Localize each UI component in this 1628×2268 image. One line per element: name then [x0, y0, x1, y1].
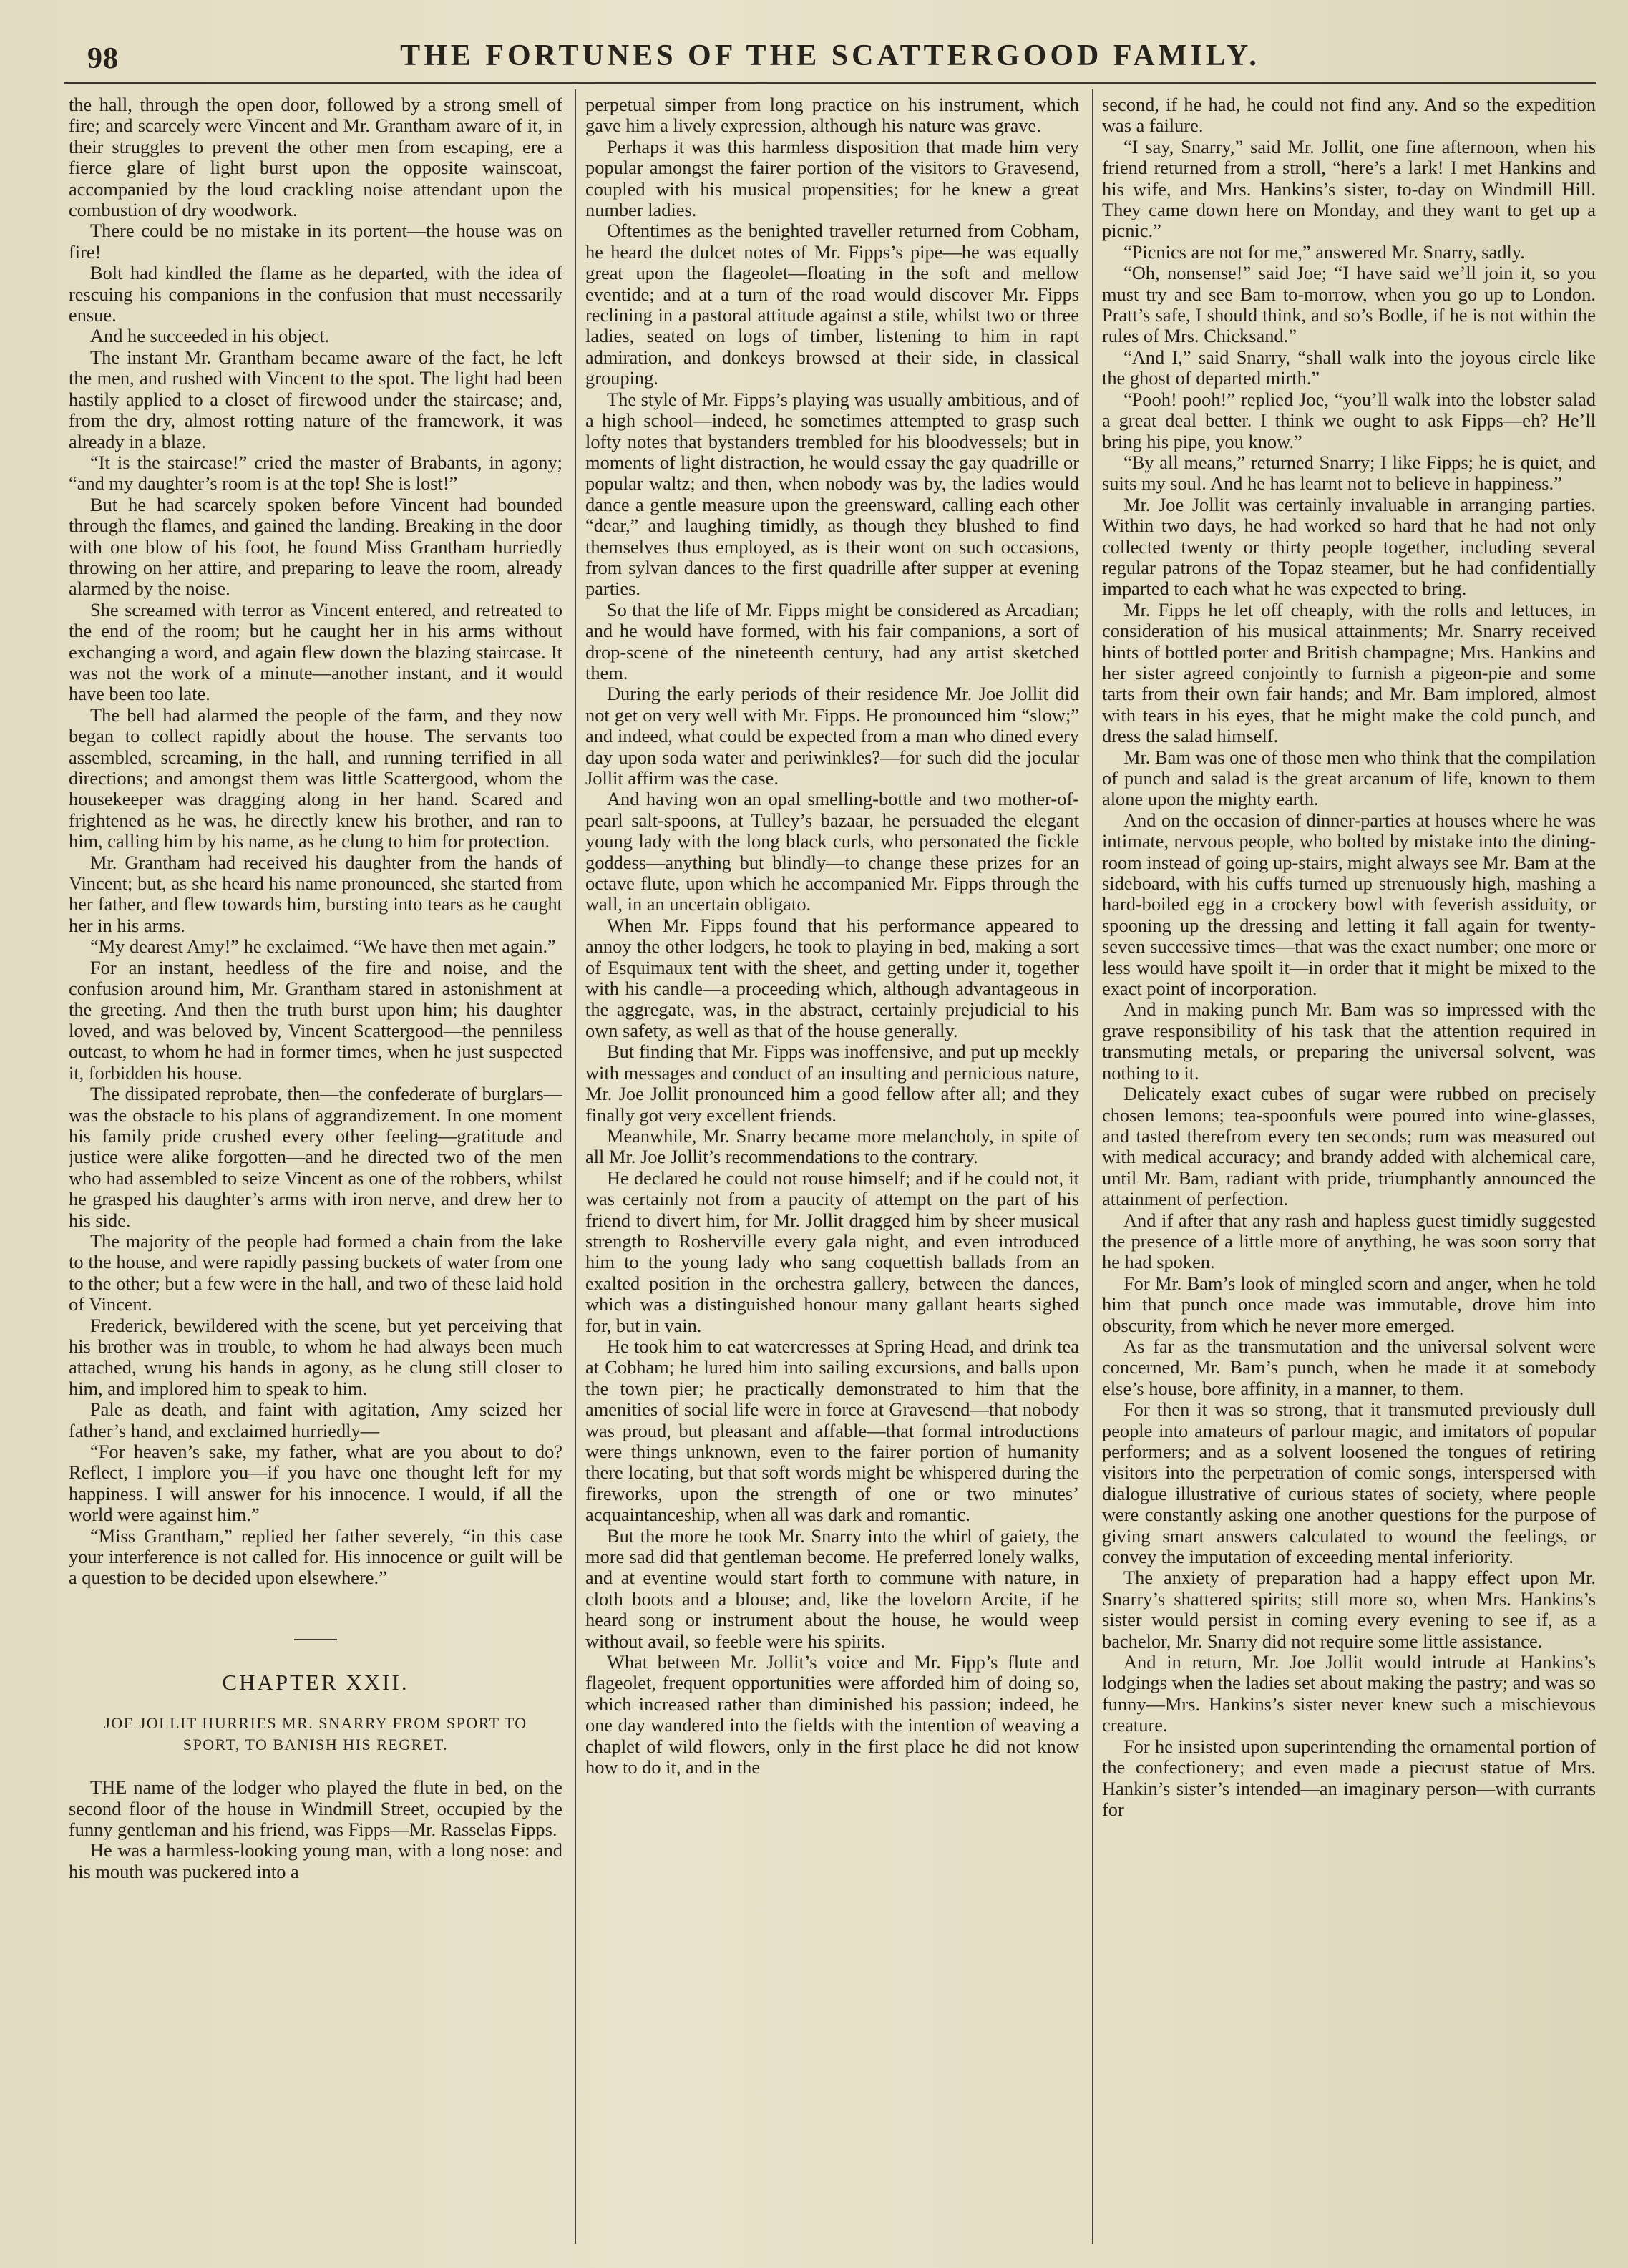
paragraph: “Picnics are not for me,” answered Mr. Snarry, sadly. [1123, 240, 1525, 263]
paragraph: As far as the transmutation and the universal solvent were concerned, Mr. Bam’s punch, when he made it at somebody else’s house, bore affinity, in a manner, to them. [1102, 1335, 1596, 1399]
chapter-heading: CHAPTER XXII. [222, 1669, 409, 1695]
paragraph: So that the life of Mr. Fipps might be considered as Arcadian; and he would have formed, with his fair companions, a sort of drop-scene of the nineteenth century, had any artist sketched them. [585, 598, 1079, 683]
paragraph: “By all means,” returned Snarry; I like Fipps; he is quiet, and suits my soul. And he has learnt not to believe in happiness.” [1102, 451, 1596, 495]
paragraph: The dissipated reprobate, then—the confederate of burglars—was the obstacle to his plans of aggrandizement. In one moment his family pride crushed every other feeling—gratitude and justice were alike forgotten—and he directed two of the men who had assembled to seize Vincent as one of the robbers, whilst he grasped his daughter’s arms with iron nerve, and drew her to his side. [69, 1083, 562, 1231]
paragraph: “My dearest Amy!” he exclaimed. “We have then met again.” [90, 935, 556, 958]
paragraph: During the early periods of their residence Mr. Joe Jollit did not get on very well with Mr. Fipps. He pronounced him “slow;” and indeed, what could be expected from a man who dined every day upon soda water and periwinkles?—for such did the jocular Jollit affirm was the case. [585, 683, 1079, 789]
paragraph: Mr. Fipps he let off cheaply, with the rolls and lettuces, in consideration of his musical attainments; Mr. Snarry received hints of bottled porter and British champagne; Mrs. Hankins and her sister agreed conjointly to furnish a pigeon-pie and some tarts from their own fair hands; and Mr. Bam implored, almost with tears in his eyes, that he might make the cold punch, and dress the salad himself. [1102, 598, 1596, 747]
column-divider [575, 89, 576, 2244]
paragraph: Mr. Grantham had received his daughter from the hands of Vincent; but, as she heard his name pronounced, she started from her father, and flew towards him, bursting into tears as he caught her in his arms. [69, 851, 562, 936]
paragraph: And on the occasion of dinner-parties at houses where he was intimate, nervous people, who bolted by mistake into the dining-room instead of going up-stairs, might always see Mr. Bam at the sideboard, with his cuffs turned up strenuously high, mashing a hard-boiled egg in a crockery bowl with feverish assiduity, or spooning up the dressing and letting it fall again for twenty-seven successive times—that was the exact number; one more or less would have spoilt it—in order that it might be mixed to the exact point of incorporation. [1102, 809, 1596, 1000]
paragraph: “I say, Snarry,” said Mr. Jollit, one fine afternoon, when his friend returned from a stroll, “here’s a lark! I met Hankins and his wife, and Mrs. Hankins’s sister, to-day on Windmill Hill. They came down here on Monday, and they want to get up a picnic.” [1102, 135, 1596, 242]
paragraph: Delicately exact cubes of sugar were rubbed on precisely chosen lemons; tea-spoonfuls were poured into wine-glasses, and tasted therefrom every ten seconds; rum was measured out with medical accuracy; and brandy added with alchemical care, until Mr. Bam, radiant with pride, triumphantly announced the attainment of perfection. [1102, 1083, 1596, 1210]
paragraph: Oftentimes as the benighted traveller returned from Cobham, he heard the dulcet notes of Mr. Fipps’s pipe—he was equally great upon the flageolet—floating in the soft and mellow eventide; and at a turn of the road would discover Mr. Fipps reclining in a pastoral attitude against a stile, whilst two or three ladies, seated on logs of timber, listening to him in rapt admiration, and donkeys browsed at their side, in classical grouping. [585, 220, 1079, 389]
paragraph: For then it was so strong, that it transmuted previously dull people into amateurs of parlour magic, and imitators of popular performers; and as a solvent loosened the tongues of retiring visitors into the perpetration of comic songs, interspersed with dialogue illustrative of curious states of society, where people were constantly asking one another questions for the purpose of giving smart answers calculated to wound the feelings, or convey the imputation of exceeding mental inferiority. [1102, 1398, 1596, 1568]
paragraph: And in return, Mr. Joe Jollit would intrude at Hankins’s lodgings when the ladies set about making the pastry; and was so funny—Mrs. Hankins’s sister never knew such a mischievous creature. [1102, 1651, 1596, 1736]
paragraph: THE name of the lodger who played the flute in bed, on the second floor of the house in Windmill Street, occupied by the funny gentleman and his friend, was Fipps—Mr. Rasselas Fipps. [69, 1776, 562, 1841]
paragraph: Pale as death, and faint with agitation, Amy seized her father’s hand, and exclaimed hurriedly— [69, 1398, 562, 1441]
paragraph: And he succeeded in his object. [90, 325, 330, 347]
paragraph: The style of Mr. Fipps’s playing was usually ambitious, and of a high school—indeed, he sometimes attempted to grasp such lofty notes that bystanders trembled for his bloodvessels; but in moments of light distraction, he would essay the gay quadrille or popular waltz; and then, when nobody was by, the ladies would dance a gentle measure upon the greensward, calling each other “dear,” and laughing timidly, as though they blushed to find themselves thus employed, as is their wont on such occasions, from sylvan dances to the first quadrille after supper at evening parties. [585, 388, 1079, 600]
paragraph: The anxiety of preparation had a happy effect upon Mr. Snarry’s shattered spirits; still more so, when Mrs. Hankins’s sister would persist in coming every evening to see if, as a bachelor, Mr. Snarry did not require some little assistance. [1102, 1567, 1596, 1652]
paragraph: Meanwhile, Mr. Snarry became more melancholy, in spite of all Mr. Joe Jollit’s recommendations to the contrary. [585, 1124, 1079, 1168]
paragraph: “It is the staircase!” cried the master of Brabants, in agony; “and my daughter’s room is at the top! She is lost!” [69, 451, 562, 495]
paragraph: The majority of the people had formed a chain from the lake to the house, and were rapidly passing buckets of water from one to the other; but a few were in the hall, and two of these laid hold of Vincent. [69, 1230, 562, 1315]
paragraph: And having won an opal smelling-bottle and two mother-of-pearl salt-spoons, at Tulley’s bazaar, he persuaded the elegant young lady with the long black curls, who personated the fickle goddess—anything but blindly—to change these prizes for an octave flute, upon which he accompanied Mr. Fipps through the wall, in an uncertain obligato. [585, 788, 1079, 915]
paragraph: “Oh, nonsense!” said Joe; “I have said we’ll join it, so you must try and see Bam to-morrow, when you go up to London. Pratt’s safe, I should think, and so’s Bodle, if he is not within the rules of Mrs. Chicksand.” [1102, 262, 1596, 347]
paragraph: For an instant, heedless of the fire and noise, and the confusion around him, Mr. Grantham stared in astonishment at the greeting. And then the truth burst upon him; his daughter loved, and was beloved by, Vincent Scattergood—the penniless outcast, to whom he had in former times, when he just suspected it, forbidden his house. [69, 956, 562, 1084]
chapter-separator [294, 1639, 337, 1640]
paragraph: the hall, through the open door, followed by a strong smell of fire; and scarcely were Vincent and Mr. Grantham aware of it, in their struggles to prevent the other men from escaping, ere a fierce glare of light burst upon the opposite wainscoat, accompanied by the loud crackling noise attendant upon the combustion of dry woodwork. [69, 94, 562, 221]
running-title: THE FORTUNES OF THE SCATTERGOOD FAMILY. [400, 39, 1260, 72]
paragraph: But the more he took Mr. Snarry into the whirl of gaiety, the more sad did that gentleman become. He preferred lonely walks, and at eventine would start forth to commune with nature, in cloth boots and a blouse; and, like the lovelorn Arcite, if he heard song or instrument about the house, he would weep without avail, so feeble were his spirits. [585, 1524, 1079, 1652]
paragraph: Frederick, bewildered with the scene, but yet perceiving that his brother was in trouble, to whom he had always been much attached, wrung his hands in agony, as he clung still closer to him, and implored him to speak to him. [69, 1314, 562, 1399]
paragraph: But finding that Mr. Fipps was inoffensive, and put up meekly with messages and conduct of an insulting and pernicious nature, Mr. Joe Jollit pronounced him a good fellow after all; and they finally got very excellent friends. [585, 1041, 1079, 1126]
paragraph: The bell had alarmed the people of the farm, and they now began to collect rapidly about the house. The servants too assembled, screaming, in the hall, and running terrified in all directions; and amongst them was little Scattergood, whom the housekeeper was dragging along in her hand. Scared and frightened as he was, he directly knew his brother, and ran to him, calling him by his name, as he clung to him for protection. [69, 704, 562, 852]
paragraph: She screamed with terror as Vincent entered, and retreated to the end of the room; but he caught her in his arms without exchanging a word, and again flew down the blazing staircase. It was not the work of a minute—another instant, and it would have been too late. [69, 598, 562, 705]
paragraph: For he insisted upon superintending the ornamental portion of the confectionery; and even made a piecrust statue of Mrs. Hankin’s sister’s intended—an imaginary person—with currants for [1102, 1735, 1596, 1820]
column-divider [1092, 89, 1093, 2244]
paragraph: “And I,” said Snarry, “shall walk into the joyous circle like the ghost of departed mirth.” [1102, 346, 1596, 389]
paragraph: There could be no mistake in its portent—the house was on fire! [69, 220, 562, 263]
paragraph: second, if he had, he could not find any. And so the expedition was a failure. [1102, 94, 1596, 137]
page-header [64, 34, 1596, 77]
paragraph: He declared he could not rouse himself; and if he could not, it was certainly not from a paucity of attempt on the part of his friend to divert him, for Mr. Jollit dragged him by sheer musical strength to Rosherville every gala night, and even introduced him to the young lady who sang coquettish ballads from an exalted position in the orchestra gallery, between the dances, which was a distinguished honour many gallant hearts sighed for, but in vain. [585, 1167, 1079, 1336]
text-column-2 [585, 94, 1079, 2234]
paragraph: “Miss Grantham,” replied her father severely, “in this case your interference is not called for. His innocence or guilt will be a question to be decided upon elsewhere.” [69, 1524, 562, 1589]
paragraph: Bolt had kindled the flame as he departed, with the idea of rescuing his companions in the confusion that must necessarily ensue. [69, 262, 562, 326]
paragraph: And in making punch Mr. Bam was so impressed with the grave responsibility of his task that the attention required in transmuting metals, or preparing the universal solvent, was nothing to it. [1102, 998, 1596, 1084]
text-column-1 [69, 94, 562, 2234]
paragraph: For Mr. Bam’s look of mingled scorn and anger, when he told him that punch once made was immutable, drove him into obscurity, from which he never more emerged. [1102, 1272, 1596, 1336]
paragraph: And if after that any rash and hapless guest timidly suggested the presence of a little more of anything, he was soon sorry that he had spoken. [1102, 1209, 1596, 1273]
chapter-summary: JOE JOLLIT HURRIES MR. SNARRY FROM SPORT TO SPORT, TO BANISH HIS REGRET. [104, 1714, 527, 1754]
paragraph: He was a harmless-looking young man, with a long nose: and his mouth was puckered into a [69, 1839, 562, 1882]
paragraph: “For heaven’s sake, my father, what are you about to do? Reflect, I implore you—if you have one thought left for my happiness. I will answer for his innocence. I would, if all the world were against him.” [69, 1441, 562, 1526]
paragraph: What between Mr. Jollit’s voice and Mr. Fipp’s flute and flageolet, frequent opportunities were afforded him of doing so, which increased rather than diminished his passion; indeed, he one day wandered into the fields with the intention of weaving a chaplet of wild flowers, only in the first place he did not know how to do it, and in the [585, 1651, 1079, 1778]
paragraph: When Mr. Fipps found that his performance appeared to annoy the other lodgers, he took to playing in bed, making a sort of Esquimaux tent with the sheet, and getting under it, together with his candle—a proceeding which, although advantageous in the aggregate, was, in the abstract, certainly prejudicial to his own safety, as well as that of the house generally. [585, 914, 1079, 1041]
paragraph: He took him to eat watercresses at Spring Head, and drink tea at Cobham; he lured him into sailing excursions, and balls upon the town pier; he practically demonstrated to him that the amenities of social life were in force at Gravesend—that nobody was proud, but pleasant and affable—that formal introductions were things unknown, even to the fairer portion of humanity there locating, but that soft words might be whispered during the fireworks, upon the strength of one or two minutes’ acquaintanceship, when all was dark and romantic. [585, 1335, 1079, 1526]
paragraph: perpetual simper from long practice on his instrument, which gave him a lively expression, although his nature was grave. [585, 94, 1079, 137]
paragraph: But he had scarcely spoken before Vincent had bounded through the flames, and gained the landing. Breaking in the door with one blow of his foot, he found Miss Grantham hurriedly throwing on her attire, and preparing to leave the room, already alarmed by the noise. [69, 493, 562, 600]
page-number: 98 [87, 42, 119, 75]
paragraph: “Pooh! pooh!” replied Joe, “you’ll walk into the lobster salad a great deal better. I think we ought to ask Fipps—eh? He’ll bring his pipe, you know.” [1102, 388, 1596, 452]
chapter-block [69, 1639, 562, 1756]
paragraph: Mr. Joe Jollit was certainly invaluable in arranging parties. Within two days, he had worked so hard that he had not only collected twenty or thirty people together, including several regular patrons of the Topaz steamer, but he had confidentially imparted to each what he was expected to bring. [1102, 493, 1596, 600]
text-column-3 [1102, 94, 1596, 2234]
paragraph: The instant Mr. Grantham became aware of the fact, he left the men, and rushed with Vincent to the spot. The light had been hastily applied to a closet of firewood under the staircase; and, from the dry, almost rotting nature of the framework, it was already in a blaze. [69, 346, 562, 452]
paragraph: Mr. Bam was one of those men who think that the compilation of punch and salad is the great arcanum of life, known to them alone upon the mighty earth. [1102, 746, 1596, 810]
header-rule [64, 82, 1596, 84]
paragraph: Perhaps it was this harmless disposition that made him very popular amongst the fairer portion of the visitors to Gravesend, coupled with his musical propensities; for he knew a great number ladies. [585, 135, 1079, 221]
